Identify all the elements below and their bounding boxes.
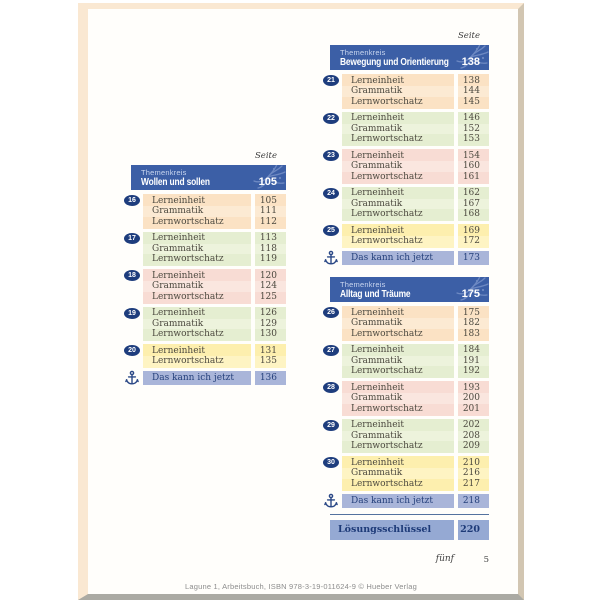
toc-row-page: 125 (255, 292, 286, 304)
toc-row-page: 160 (458, 161, 489, 172)
toc-row-label: Grammatik (143, 244, 251, 255)
toc-row-label: Lerneinheit (143, 194, 251, 206)
toc-row-page: 131 (255, 344, 286, 356)
book-page-photo (78, 3, 524, 600)
toc-row-page: 112 (255, 217, 286, 229)
toc-row-label: Lerneinheit (143, 344, 251, 356)
toc-row-page: 193 (458, 381, 489, 393)
toc-row-page: 169 (458, 224, 489, 236)
unit-number-badge: 25 (323, 225, 339, 236)
toc-row-label: Lerneinheit (143, 232, 251, 244)
toc-row-label: Lerneinheit (342, 306, 454, 318)
toc-row-page: 124 (255, 281, 286, 292)
toc-row-page: 161 (458, 172, 489, 184)
unit-number-badge: 27 (323, 345, 339, 356)
toc-row-page: 126 (255, 307, 286, 319)
unit-number-badge: 21 (323, 75, 339, 86)
themenkreis-header (330, 277, 489, 302)
unit-number-badge: 19 (124, 308, 140, 319)
toc-row-page: 208 (458, 431, 489, 442)
toc-row-page: 202 (458, 419, 489, 431)
toc-row-label: Lerneinheit (342, 344, 454, 356)
toc-row-label: Lerneinheit (342, 419, 454, 431)
toc-row (143, 269, 286, 281)
das-kann-ich-jetzt-row (143, 371, 286, 385)
toc-row-label: Lernwortschatz (143, 356, 251, 368)
toc-row-label: Grammatik (143, 206, 251, 217)
unit-block (327, 224, 489, 248)
toc-row-label: Lernwortschatz (342, 172, 454, 184)
toc-row-page: 111 (255, 206, 286, 217)
unit-number-badge: 29 (323, 420, 339, 431)
toc-row-label: Lerneinheit (342, 149, 454, 161)
toc-row-label: Lerneinheit (342, 112, 454, 124)
toc-row-page: 120 (255, 269, 286, 281)
toc-row (342, 97, 489, 109)
themenkreis-title: Bewegung und Orientierung (340, 57, 449, 68)
toc-row-label: Grammatik (342, 431, 454, 442)
toc-row-label: Grammatik (342, 393, 454, 404)
toc-row-page: 217 (458, 479, 489, 491)
toc-row-label: Lernwortschatz (342, 441, 454, 453)
unit-block (128, 232, 286, 267)
toc-row (342, 356, 489, 367)
toc-row-label: Grammatik (342, 86, 454, 97)
unit-block (327, 306, 489, 341)
toc-row-page: 119 (255, 254, 286, 266)
unit-block (327, 112, 489, 147)
toc-row-label: Lerneinheit (342, 187, 454, 199)
unit-block (128, 307, 286, 342)
unit-block (327, 419, 489, 454)
toc-row-page: 153 (458, 134, 489, 146)
toc-row-page: 145 (458, 97, 489, 109)
page-footer-word: fünf (435, 554, 454, 564)
toc-row (342, 306, 489, 318)
toc-row-label: Lernwortschatz (342, 134, 454, 146)
das-kann-ich-jetzt-row (342, 494, 489, 508)
toc-row-label: Lerneinheit (342, 381, 454, 393)
page-footer-number: 5 (483, 555, 489, 565)
toc-row (342, 161, 489, 172)
divider-rule (330, 514, 489, 515)
toc-row (342, 366, 489, 378)
toc-row (143, 217, 286, 229)
toc-row-label: Lernwortschatz (143, 254, 251, 266)
check-page: 136 (255, 371, 286, 385)
unit-number-badge: 20 (124, 345, 140, 356)
themenkreis-header (330, 45, 489, 70)
toc-row-label: Lerneinheit (342, 456, 454, 468)
unit-block (327, 381, 489, 416)
unit-block (128, 194, 286, 229)
anchor-icon (324, 250, 338, 266)
loesungsschluessel-row (330, 520, 489, 540)
toc-row-page: 216 (458, 468, 489, 479)
das-kann-ich-jetzt-row (342, 251, 489, 265)
themenkreis-header (131, 165, 286, 190)
toc-row-page: 135 (255, 356, 286, 368)
toc-row (143, 206, 286, 217)
toc-row (143, 254, 286, 266)
check-page: 218 (458, 494, 489, 508)
toc-row-label: Grammatik (342, 468, 454, 479)
toc-row (342, 149, 489, 161)
toc-row-label: Grammatik (143, 319, 251, 330)
toc-row (342, 404, 489, 416)
toc-column-left (128, 150, 286, 385)
toc-row (342, 456, 489, 468)
themenkreis-kicker: Themenkreis (141, 168, 187, 177)
toc-row (342, 236, 489, 248)
toc-column-right (327, 30, 489, 540)
toc-row-page: 162 (458, 187, 489, 199)
toc-row-page: 192 (458, 366, 489, 378)
toc-row (342, 124, 489, 135)
toc-row (143, 281, 286, 292)
toc-row (342, 479, 489, 491)
themenkreis-page-number: 175 (461, 288, 480, 300)
toc-row-label: Grammatik (342, 318, 454, 329)
toc-row-label: Grammatik (342, 199, 454, 210)
toc-row (342, 441, 489, 453)
section-spacer (330, 265, 489, 277)
unit-number-badge: 23 (323, 150, 339, 161)
toc-row-label: Lernwortschatz (342, 97, 454, 109)
toc-row-page: 168 (458, 209, 489, 221)
themenkreis-title: Wollen und sollen (141, 177, 210, 188)
toc-row (342, 468, 489, 479)
toc-row-label: Lernwortschatz (342, 479, 454, 491)
toc-row (342, 381, 489, 393)
toc-row-page: 130 (255, 329, 286, 341)
toc-row-label: Lerneinheit (143, 307, 251, 319)
toc-row-page: 118 (255, 244, 286, 255)
toc-row (143, 356, 286, 368)
toc-row (342, 172, 489, 184)
answers-page: 220 (458, 520, 489, 540)
toc-row-page: 182 (458, 318, 489, 329)
toc-row-label: Lernwortschatz (143, 329, 251, 341)
toc-row-label: Lernwortschatz (342, 366, 454, 378)
toc-row (342, 86, 489, 97)
unit-block (327, 344, 489, 379)
toc-row (143, 344, 286, 356)
toc-row (342, 209, 489, 221)
themenkreis-page-number: 138 (461, 56, 480, 68)
toc-row-page: 209 (458, 441, 489, 453)
unit-number-badge: 26 (323, 307, 339, 318)
toc-row-label: Lerneinheit (342, 224, 454, 236)
toc-row (342, 112, 489, 124)
toc-row (143, 292, 286, 304)
toc-row (342, 318, 489, 329)
check-page: 173 (458, 251, 489, 265)
unit-block (327, 149, 489, 184)
unit-block (327, 74, 489, 109)
toc-row-page: 183 (458, 329, 489, 341)
themenkreis-page-number: 105 (258, 176, 277, 188)
toc-row-page: 154 (458, 149, 489, 161)
toc-row (143, 319, 286, 330)
toc-row (342, 419, 489, 431)
toc-row-label: Lernwortschatz (342, 236, 454, 248)
toc-row-label: Lernwortschatz (342, 329, 454, 341)
unit-number-badge: 17 (124, 233, 140, 244)
themenkreis-kicker: Themenkreis (340, 280, 386, 289)
anchor-icon (324, 493, 338, 509)
toc-row (342, 224, 489, 236)
toc-row-label: Grammatik (143, 281, 251, 292)
toc-row-page: 138 (458, 74, 489, 86)
toc-row-label: Grammatik (342, 124, 454, 135)
toc-row (143, 194, 286, 206)
toc-row-label: Grammatik (342, 356, 454, 367)
unit-number-badge: 16 (124, 195, 140, 206)
toc-row (342, 344, 489, 356)
toc-row-page: 113 (255, 232, 286, 244)
seite-column-label: Seite (457, 31, 480, 41)
toc-row (143, 329, 286, 341)
toc-row-page: 144 (458, 86, 489, 97)
unit-number-badge: 22 (323, 113, 339, 124)
toc-row-label: Lernwortschatz (342, 209, 454, 221)
toc-row (342, 134, 489, 146)
toc-row-page: 146 (458, 112, 489, 124)
toc-row-label: Lernwortschatz (342, 404, 454, 416)
themenkreis-title: Alltag und Träume (340, 289, 411, 300)
anchor-icon (125, 370, 139, 386)
toc-row-label: Lerneinheit (143, 269, 251, 281)
toc-row (143, 232, 286, 244)
toc-row (342, 74, 489, 86)
unit-block (128, 269, 286, 304)
unit-block (128, 344, 286, 368)
toc-row-page: 201 (458, 404, 489, 416)
toc-row (342, 329, 489, 341)
toc-row-label: Lernwortschatz (143, 292, 251, 304)
check-label: Das kann ich jetzt (143, 371, 251, 385)
toc-row-page: 152 (458, 124, 489, 135)
themenkreis-kicker: Themenkreis (340, 48, 386, 57)
unit-number-badge: 24 (323, 188, 339, 199)
unit-number-badge: 30 (323, 457, 339, 468)
toc-row-label: Grammatik (342, 161, 454, 172)
photo-caption: Lagune 1, Arbeitsbuch, ISBN 978-3-19-011624-9 © Hueber Verlag (185, 582, 417, 591)
toc-row-page: 167 (458, 199, 489, 210)
toc-row-page: 210 (458, 456, 489, 468)
toc-row (342, 393, 489, 404)
unit-number-badge: 18 (124, 270, 140, 281)
toc-row (342, 187, 489, 199)
toc-row-page: 175 (458, 306, 489, 318)
toc-row (143, 307, 286, 319)
toc-row (342, 199, 489, 210)
toc-row-page: 191 (458, 356, 489, 367)
toc-row-page: 105 (255, 194, 286, 206)
toc-row-label: Lernwortschatz (143, 217, 251, 229)
unit-block (327, 456, 489, 491)
toc-row-page: 184 (458, 344, 489, 356)
toc-row-page: 172 (458, 236, 489, 248)
unit-block (327, 187, 489, 222)
toc-row-page: 200 (458, 393, 489, 404)
toc-row (342, 431, 489, 442)
check-label: Das kann ich jetzt (342, 494, 454, 508)
check-label: Das kann ich jetzt (342, 251, 454, 265)
toc-row-page: 129 (255, 319, 286, 330)
toc-row-label: Lerneinheit (342, 74, 454, 86)
answers-label: Lösungsschlüssel (330, 520, 454, 540)
toc-row (143, 244, 286, 255)
unit-number-badge: 28 (323, 382, 339, 393)
seite-column-label: Seite (254, 151, 277, 161)
